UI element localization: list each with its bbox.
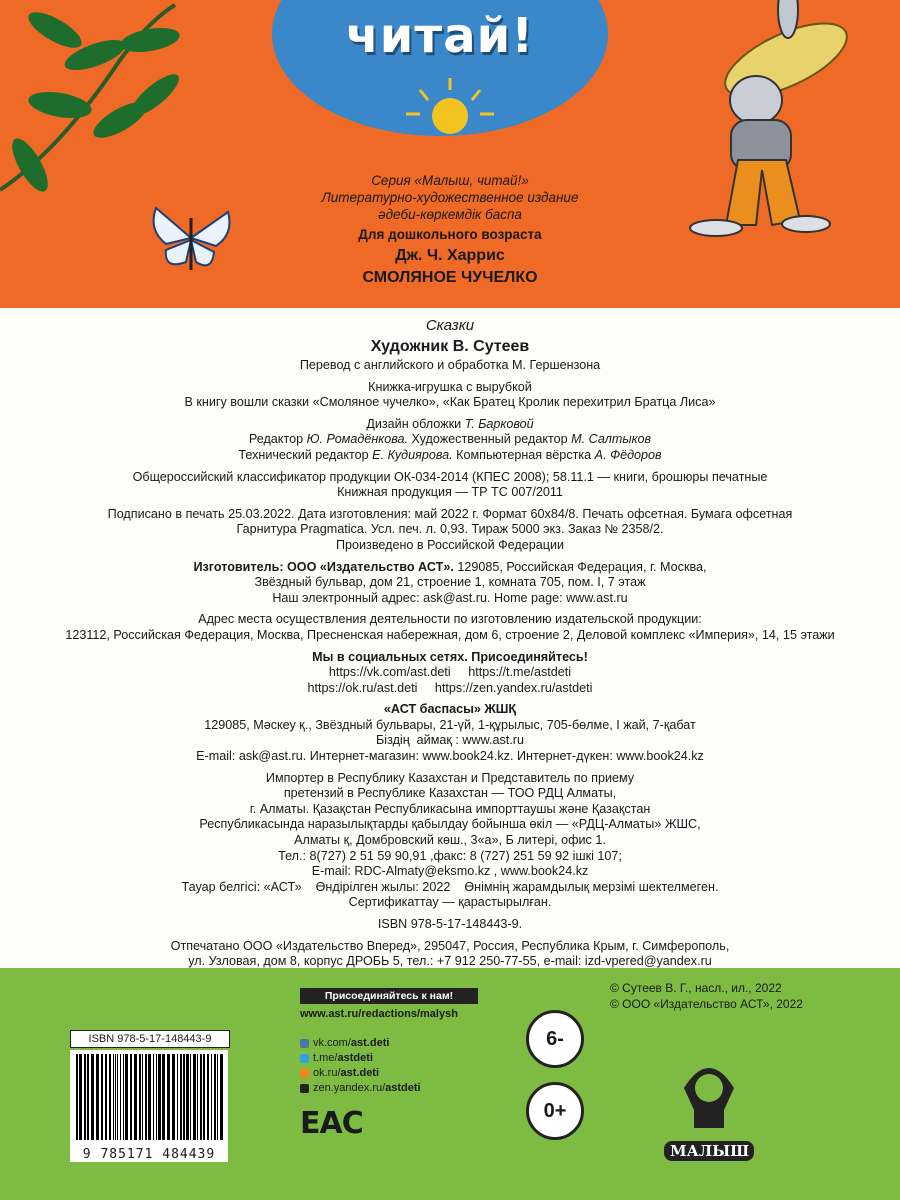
cover-imprint — [260, 172, 640, 286]
cover-design-line — [0, 417, 900, 433]
barcode-bar — [96, 1054, 99, 1140]
barcode-bar — [142, 1054, 143, 1140]
barcode-bar — [156, 1054, 157, 1140]
barcode-bar — [91, 1054, 94, 1140]
barcode-bar — [193, 1054, 196, 1140]
social-prefix: vk.com/ — [313, 1037, 351, 1049]
importer-line-4: Республикасында наразылықтарды қабылдау бойынша өкіл — «РДЦ-Алматы» ЖШС, — [199, 817, 701, 832]
age-group: Для дошкольного возраста — [358, 227, 542, 242]
barcode-bar — [115, 1054, 116, 1140]
barcode-bar — [76, 1054, 78, 1140]
importer-line-7: E-mail: RDC-Almaty@eksmo.kz , www.book24.kz — [311, 864, 589, 879]
back-bottom-band — [0, 968, 900, 1200]
illustrator: Художник В. Сутеев — [370, 338, 530, 355]
barcode-bar — [180, 1054, 182, 1140]
tech-editor-line — [0, 448, 900, 464]
translation-line: Перевод с английского и обработка М. Гершензона — [299, 358, 601, 372]
cover-design-label: Дизайн обложки — [366, 416, 462, 431]
importer-line-2: претензий в Республике Казахстан — ТОО РДЦ Алматы, — [283, 786, 617, 801]
book-author: Дж. Ч. Харрис — [395, 247, 505, 264]
printed-line-2: ул. Узловая, дом 8, корпус ДРОБЬ 5, тел.: +7 912 250-77-55, e-mail: izd-vpered@yandex.ru — [188, 954, 712, 969]
art-editor-name: М. Салтыков — [571, 432, 652, 447]
telegram-icon — [300, 1054, 309, 1063]
editor-label: Редактор — [248, 432, 304, 447]
social-link-ok[interactable] — [300, 1066, 421, 1081]
barcode-bar — [183, 1054, 185, 1140]
activity-line-2: 123112, Российская Федерация, Москва, Пресненская набережная, дом 6, строение 2, Деловой комплекс «Империя», 14, 15 этажи — [65, 627, 835, 642]
genre-label: Сказки — [425, 317, 475, 334]
tr-ts-line: Книжная продукция — ТР ТС 007/2011 — [337, 485, 563, 500]
importer-line-6: Тел.: 8(727) 2 51 59 90,91 ,факс: 8 (727) 251 59 92 ішкі 107; — [278, 848, 622, 863]
sun-icon — [400, 76, 500, 136]
contents-line: В книгу вошли сказки «Смоляное чучелко», «Как Братец Кролик перехитрил Братца Лиса» — [184, 395, 716, 410]
ok-icon — [300, 1069, 309, 1078]
publisher-logo — [664, 1048, 754, 1161]
barcode-bar — [117, 1054, 118, 1140]
isbn-label: ISBN 978-5-17-148443-9 — [70, 1030, 230, 1048]
print-line-2: Гарнитура Pragmatica. Усл. печ. л. 0,93. Тираж 5000 экз. Заказ № 2358/2. — [236, 522, 664, 537]
social-link-zen[interactable] — [300, 1081, 421, 1096]
social-line-1: https://vk.com/ast.deti https://t.me/astdeti — [328, 665, 572, 680]
eac-mark: EAC — [300, 1106, 363, 1141]
tech-editor-label: Технический редактор — [238, 447, 369, 462]
social-prefix: t.me/ — [313, 1052, 338, 1064]
barcode-bar — [203, 1054, 205, 1140]
social-link-telegram[interactable] — [300, 1051, 421, 1066]
classifier-line: Общероссийский классификатор продукции ОК-034-2014 (КПЕС 2008); 58.11.1 — книги, брошюры печатные — [132, 469, 768, 484]
toy-book-line: Книжка-игрушка с вырубкой — [368, 379, 532, 394]
barcode-digits: 9 785171 484439 — [82, 1147, 216, 1162]
barcode-bar — [79, 1054, 82, 1140]
social-links — [300, 1036, 421, 1096]
book-title: СМОЛЯНОЕ ЧУЧЕЛКО — [362, 269, 538, 286]
join-url[interactable]: www.ast.ru/redactions/malysh — [300, 1008, 458, 1020]
kid-logo-icon — [664, 1048, 754, 1140]
series-line: Серия «Малыш, читай!» — [371, 173, 529, 188]
barcode-bar — [172, 1054, 175, 1140]
copyright-line-1: © Сутеев В. Г., насл., ил., 2022 — [610, 981, 782, 995]
importer-line-8: Тауар белгісі: «АСТ» Өндірілген жылы: 2022 Өнімнің жарамдылық мерзімі шектелмеген. — [181, 879, 719, 894]
barcode-bars — [70, 1050, 228, 1144]
barcode-bar — [123, 1054, 124, 1140]
barcode-bar — [134, 1054, 137, 1140]
layout-label: Компьютерная вёрстка — [456, 447, 592, 462]
cover-top-band — [0, 0, 900, 308]
art-editor-label: Художественный редактор — [411, 432, 568, 447]
barcode-bar — [214, 1054, 216, 1140]
imprint-block — [0, 308, 900, 968]
barcode-bar — [153, 1054, 154, 1140]
maker-line-2: Звёздный бульвар, дом 21, строение 1, комната 705, пом. I, 7 этаж — [254, 575, 646, 590]
barcode-bar — [158, 1054, 161, 1140]
age-rating-0: 0+ — [526, 1082, 584, 1140]
publisher-logo-text: МАЛЫШ — [664, 1141, 754, 1161]
barcode-bar — [105, 1054, 107, 1140]
barcode — [70, 1050, 228, 1162]
barcode-bar — [130, 1054, 132, 1140]
maker-line-1 — [0, 560, 900, 576]
social-line-2: https://ok.ru/ast.deti https://zen.yandex.ru/astdeti — [307, 680, 593, 695]
barcode-bar — [125, 1054, 128, 1140]
produced-line: Произведено в Российской Федерации — [335, 537, 565, 552]
barcode-bar — [186, 1054, 189, 1140]
kz-line-2: Біздің аймақ : www.ast.ru — [376, 733, 524, 748]
barcode-bar — [177, 1054, 178, 1140]
social-prefix: ok.ru/ — [313, 1067, 341, 1079]
print-line-1: Подписано в печать 25.03.2022. Дата изготовления: май 2022 г. Формат 60x84/8. Печать офсетная. Бумага офсетная — [107, 506, 793, 521]
barcode-bar — [220, 1054, 223, 1140]
kz-publisher-title: «АСТ баспасы» ЖШҚ — [383, 702, 517, 717]
barcode-bar — [211, 1054, 212, 1140]
importer-line-1: Импортер в Республику Казахстан и Представитель по приему — [265, 770, 635, 785]
importer-line-5: Алматы қ, Домбровский көш., 3«а», Б литері, офис 1. — [294, 833, 606, 848]
kz-line-3: E-mail: ask@ast.ru. Интернет-магазин: www.book24.kz. Интернет-дүкен: www.book24.kz — [196, 749, 704, 764]
zen-icon — [300, 1084, 309, 1093]
age-rating-6: 6- — [526, 1010, 584, 1068]
barcode-bar — [139, 1054, 141, 1140]
isbn-line: ISBN 978-5-17-148443-9. — [377, 917, 523, 931]
social-handle: astdeti — [385, 1082, 421, 1094]
barcode-bar — [200, 1054, 202, 1140]
butterfly-illustration — [146, 200, 236, 276]
barcode-bar — [109, 1054, 111, 1140]
barcode-bar — [162, 1054, 165, 1140]
editor-name: Ю. Ромадёнкова. — [306, 432, 409, 447]
genre-ru: Литературно-художественное издание — [321, 190, 579, 205]
copyright-block — [610, 980, 803, 1012]
kz-line-1: 129085, Мәскеу қ., Звёздный бульвары, 21-үй, 1-құрылыс, 705-бөлме, I жай, 7-қабат — [204, 717, 696, 732]
maker-rest: 129085, Российская Федерация, г. Москва, — [453, 559, 707, 574]
barcode-bar — [101, 1054, 103, 1140]
tech-editor-name: Е. Кудиярова. — [372, 447, 453, 462]
barcode-bar — [84, 1054, 86, 1140]
activity-line-1: Адрес места осуществления деятельности по изготовлению издательской продукции: — [198, 612, 702, 627]
barcode-bar — [167, 1054, 170, 1140]
vk-icon — [300, 1039, 309, 1048]
layout-name: А. Фёдоров — [594, 447, 662, 462]
barcode-bar — [148, 1054, 151, 1140]
maker-line-3: Наш электронный адрес: ask@ast.ru. Home page: www.ast.ru — [272, 590, 628, 605]
social-title: Мы в социальных сетях. Присоединяйтесь! — [312, 649, 588, 664]
barcode-bar — [197, 1054, 198, 1140]
social-handle: ast.deti — [350, 1037, 390, 1049]
social-prefix: zen.yandex.ru/ — [313, 1082, 386, 1094]
social-link-vk[interactable] — [300, 1036, 421, 1051]
genre-kz: әдеби-көркемдік баспа — [378, 207, 522, 222]
copyright-line-2: © ООО «Издательство АСТ», 2022 — [610, 997, 803, 1011]
social-handle: astdeti — [337, 1052, 373, 1064]
social-handle: ast.deti — [340, 1067, 380, 1079]
cover-design-name: Т. Барковой — [464, 416, 534, 431]
series-title: читай! — [345, 8, 535, 64]
importer-line-9: Сертификаттау — қарастырылған. — [348, 895, 552, 910]
maker-bold: Изготовитель: ООО «Издательство АСТ». — [193, 559, 454, 574]
barcode-bar — [120, 1054, 121, 1140]
printed-line-1: Отпечатано ООО «Издательство Вперед», 295047, Россия, Республика Крым, г. Симферополь, — [170, 938, 730, 953]
editors-line — [0, 432, 900, 448]
barcode-bar — [207, 1054, 209, 1140]
branch-illustration — [0, 0, 210, 210]
barcode-bar — [217, 1054, 218, 1140]
importer-line-3: г. Алматы. Қазақстан Республикасына импорттаушы және Қазақстан — [249, 801, 651, 816]
barcode-bar — [145, 1054, 147, 1140]
join-us-label: Присоединяйтесь к нам! — [300, 988, 478, 1004]
rabbit-illustration — [676, 0, 900, 245]
barcode-bar — [113, 1054, 114, 1140]
barcode-bar — [87, 1054, 89, 1140]
barcode-bar — [190, 1054, 191, 1140]
